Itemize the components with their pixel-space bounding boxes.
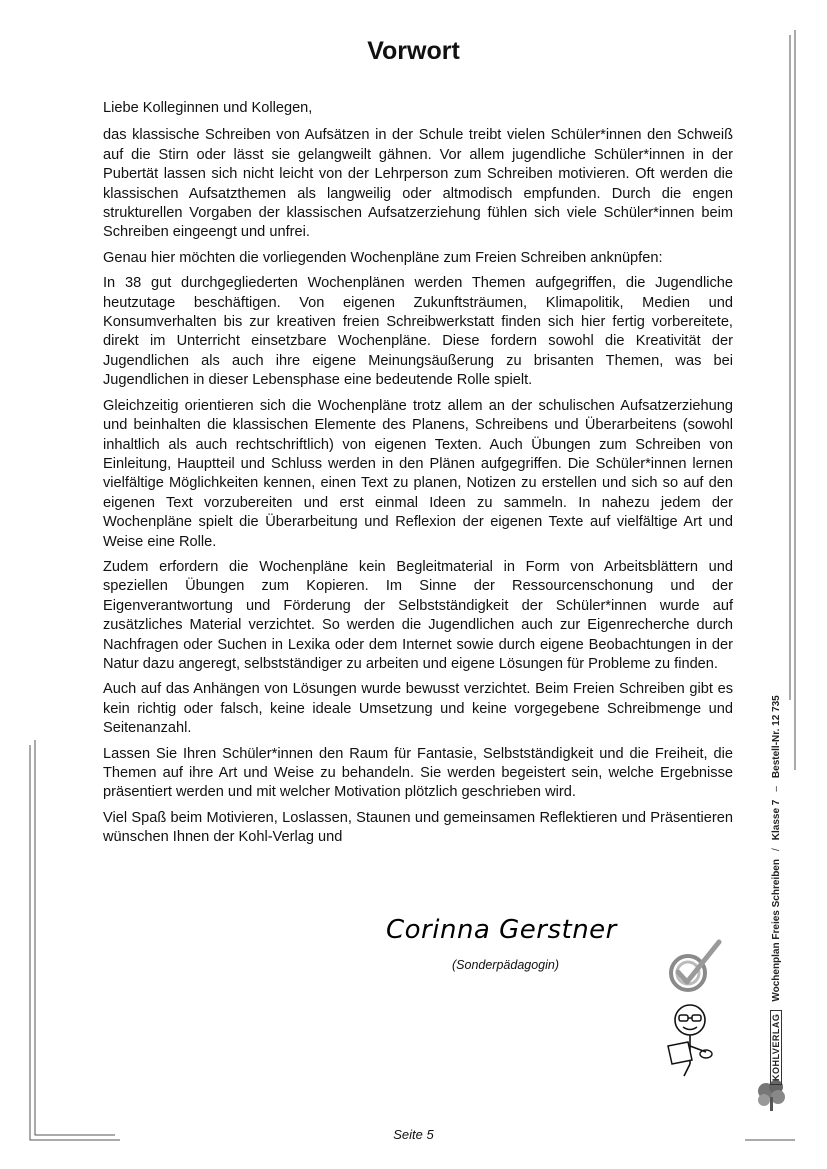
paragraph: Lassen Sie Ihren Schüler*innen den Raum für Fantasie, Selbstständigkeit und die Freiheit, die Themen auf ihre Art und Weise zu behandeln. Sie werden begeistert sein, welche Ergebnisse präsentiert werden und mit welcher Motivation plötzlich geschrieben wird. [103, 745, 733, 801]
checkmark-circle-icon [664, 936, 724, 996]
dash-separator: – [770, 786, 782, 792]
author-role: (Sonderpädagogin) [452, 958, 560, 972]
salutation: Liebe Kolleginnen und Kollegen, [103, 100, 313, 116]
page-number: Seite 5 [393, 1127, 434, 1142]
separator: / [770, 848, 782, 852]
grade-label: Klasse 7 [770, 799, 782, 841]
page-title: Vorwort [367, 37, 460, 65]
order-number: Bestell-Nr. 12 735 [770, 695, 782, 779]
paragraph: Auch auf das Anhängen von Lösungen wurde bewusst verzichtet. Beim Freien Schreiben gibt es kein richtig oder falsch, keine ideale Umsetzung und keine vorgegebene Schreibmenge und Seitenanzahl. [103, 681, 733, 737]
paragraph: Zudem erfordern die Wochenpläne kein Begleitmaterial in Form von Arbeitsblättern und speziellen Übungen zum Kopieren. Im Sinne der Ressourcenschonung und der Eigenverantwortung und Förderung der Selbstständigkeit der Schüler*innen wurde auf zusätzliches Material verzichtet. So werden die Jugendlichen auch zur Eigenrecherche durch Nachfragen oder Suchen in Lexika oder dem Internet sowie durch eigene Beobachtungen in der Natur dazu angeregt, selbstständiger zu arbeiten und eigene Lösungen für Probleme zu finden. [103, 558, 733, 672]
book-title: Wochenplan Freies Schreiben [770, 859, 782, 1002]
publisher-name: KOHLVERLAG [770, 1010, 782, 1085]
paragraph: Gleichzeitig orientieren sich die Wochenpläne trotz allem an der schulischen Aufsatzerziehung und beinhalten die klassischen Elemente des Planens, Schreibens und Überarbeitens (sowohl inhaltlich als auch rechtschriftlich) von eigenen Texten. Auch Übungen zum Schreiben von Einleitung, Hauptteil und Schluss werden in den Plänen aufgegriffen. Die Schüler*innen lernen vielfältige Möglichkeiten kennen, einen Text zu planen, Notizen zu erstellen und sich so auf den eigenen Text vorzubereiten und erst einmal Ideen zu sammeln. In nahezu jedem der Wochenpläne spielt die Überarbeitung und Reflexion der eigenen Texte auf vielfältige Art und Weise eine Rolle. [103, 397, 733, 550]
body-text [103, 99, 733, 854]
paragraph: In 38 gut durchgegliederten Wochenplänen werden Themen aufgegriffen, die Jugendliche heutzutage beschäftigen. Von eigenen Zukunftsträumen, Klimapolitik, Medien und Konsumverhalten bis zur kreativen freien Schreibwerkstatt finden sich hier fertig vorbereitete, direkt im Unterricht einsetzbare Wochenpläne. Diese fordern sowohl die Kreativität der Jugendlichen als auch ihre eigene Meinungsäußerung zu brisanten Themen, was bei Jugendlichen in dieser Lebensphase eine bedeutende Rolle spielt. [103, 275, 733, 389]
paragraph: das klassische Schreiben von Aufsätzen in der Schule treibt vielen Schüler*innen den Schweiß auf die Stirn oder lässt sie gelangweilt gähnen. Vor allem jugendliche Schüler*innen in der Pubertät lassen sich nicht leicht von der Lehrperson zum Schreiben motivieren. Oft werden die klassischen Aufsatzthemen als langweilig oder altmodisch empfunden. Durch die engen strukturellen Vorgaben der klassischen Aufsatzerziehung fühlen sich viele Schüler*innen beim Schreiben eingeengt und unfrei. [103, 127, 733, 241]
paragraph: Viel Spaß beim Motivieren, Loslassen, Staunen und gemeinsamen Reflektieren und Präsentieren wünschen Ihnen der Kohl-Verlag und [103, 809, 733, 846]
paragraph: Genau hier möchten die vorliegenden Wochenpläne zum Freien Schreiben anknüpfen: [103, 249, 663, 266]
sidebar-info [770, 695, 782, 1085]
stick-figure-clipboard-icon [662, 1002, 722, 1078]
author-signature: Corinna Gerstner [386, 915, 617, 945]
